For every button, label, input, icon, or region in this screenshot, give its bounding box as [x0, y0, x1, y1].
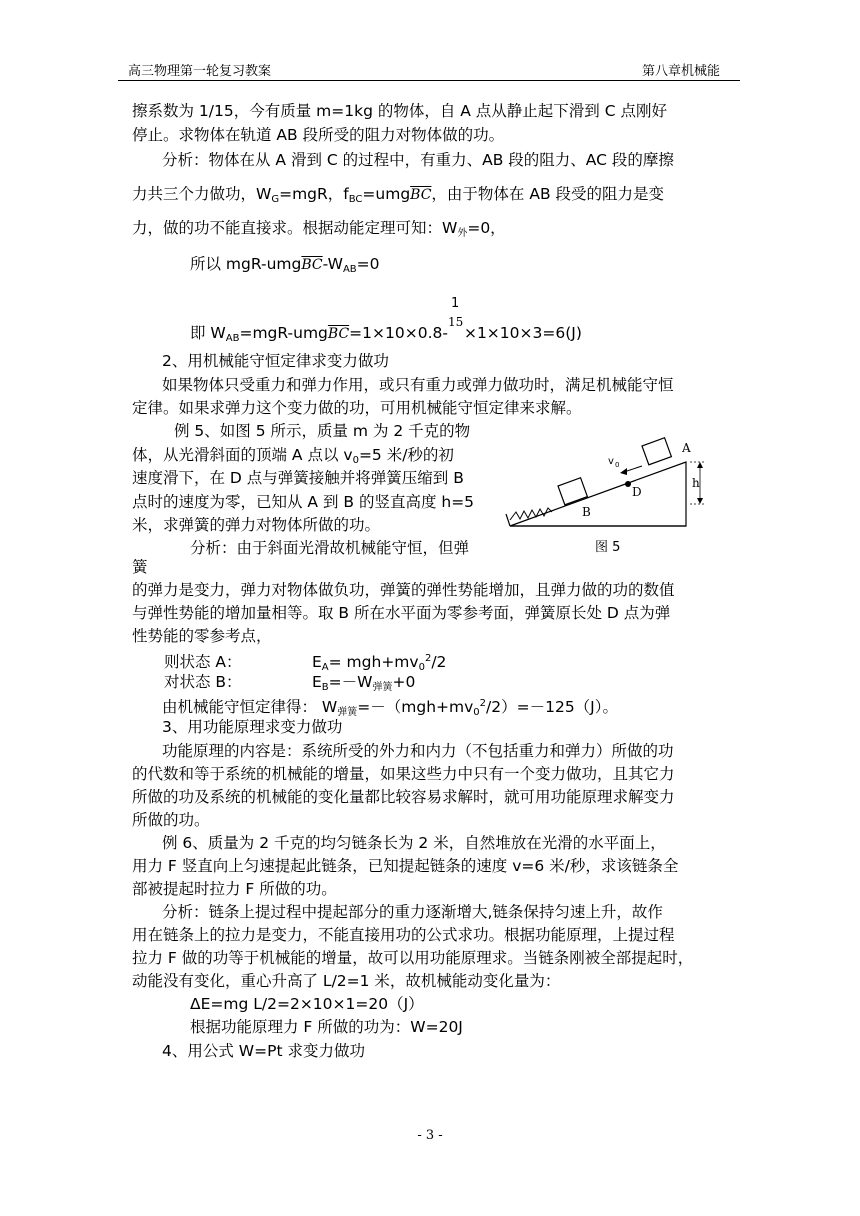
subscript: B — [321, 682, 329, 693]
fraction-numerator: 1 — [450, 296, 460, 311]
overline-segment: $\overline{BC}$ — [301, 257, 323, 273]
label-v: v — [608, 456, 614, 467]
subscript: A — [321, 662, 329, 673]
subscript: AB — [342, 264, 357, 275]
text-run: -W — [322, 255, 343, 273]
subscript: AB — [225, 333, 240, 344]
label-a: A — [682, 441, 691, 455]
text-line: 拉力 F 做的功等于机械能的增量，故可以用功能原理求。当链条刚被全部提起时， — [132, 949, 694, 967]
text-run: 力，做的功不能直接求。根据动能定理可知：W — [132, 219, 458, 237]
header-rule — [118, 80, 740, 81]
text-line: 米，求弹簧的弹力对物体所做的功。 — [132, 516, 381, 534]
header-right: 第八章机械能 — [642, 64, 721, 79]
subscript: 外 — [457, 228, 468, 239]
section-heading: 2、用机械能守恒定律求变力做功 — [162, 352, 389, 370]
text-line: 定律。如果求弹力这个变力做的功，可用机械能守恒定律来求解。 — [132, 399, 582, 417]
wall — [506, 514, 510, 526]
text-line: 分析：链条上提过程中提起部分的重力逐渐增大,链条保持匀速上升，故作 — [162, 903, 663, 921]
text-line: 所做的功及系统的机械能的变化量都比较容易求解时，就可用功能原理求解变力 — [132, 788, 675, 806]
text-run: 即 W — [190, 324, 226, 342]
text-run: /2 — [431, 653, 447, 671]
velocity-arrowhead — [620, 468, 627, 475]
text-line: 部被提起时拉力 F 所做的功。 — [132, 880, 337, 898]
label-h: h — [692, 476, 700, 490]
text-line: 动能没有变化，重心升高了 L/2=1 米，故机械能动变化量为： — [132, 972, 561, 990]
text-run: =5 米/秒的初 — [358, 446, 454, 464]
text-line: 与弹性势能的增加量相等。取 B 所在水平面为零参考面，弹簧原长处 D 点为弹 — [132, 604, 671, 622]
point-d — [625, 481, 631, 487]
text-run: E — [312, 653, 322, 671]
text-line: 例 6、质量为 2 千克的均匀链条长为 2 米，自然堆放在光滑的水平面上， — [162, 834, 666, 852]
text-run: =mgR，f — [279, 185, 349, 203]
text-run: ，由于物体在 AB 段受的阻力是变 — [431, 185, 665, 203]
section-heading: 3、用功能原理求变力做功 — [162, 718, 343, 736]
text-line: 例 5、如图 5 所示，质量 m 为 2 千克的物 — [174, 422, 471, 440]
overline-segment: $\overline{BC}$ — [410, 187, 432, 203]
figure-caption: 图 5 — [595, 540, 621, 555]
text-line: 用在链条上的拉力是变力，不能直接用功的公式求功。根据功能原理，上提过程 — [132, 926, 675, 944]
text-run: +0 — [392, 673, 416, 691]
text-line: 簧 — [132, 558, 148, 576]
label-b: B — [582, 505, 591, 519]
overline-segment: $\overline{BC}$ — [327, 326, 350, 342]
label-d: D — [632, 485, 642, 499]
equation-line: ΔE=mg L/2=2×10×1=20（J） — [190, 995, 424, 1013]
text-line: 所做的功。 — [132, 811, 210, 829]
text-run: 则状态 A： — [164, 653, 242, 671]
subscript: 弹簧 — [372, 682, 393, 693]
text-run: = mgh+mv — [328, 653, 419, 671]
incline-figure — [502, 420, 712, 560]
text-line: 分析：由于斜面光滑故机械能守恒，但弹 — [190, 539, 470, 557]
page-number: - 3 - — [417, 1128, 443, 1143]
equation-line — [190, 296, 582, 349]
text-run: 力共三个力做功，W — [132, 185, 272, 203]
block-a — [642, 438, 671, 465]
header-left: 高三物理第一轮复习教案 — [128, 64, 272, 79]
text-run: =－（mgh+mv — [357, 698, 474, 716]
text-run: /2）=－125（J）。 — [486, 698, 619, 716]
text-run: =0， — [467, 219, 506, 237]
text-run: ×1×10×3=6(J) — [463, 324, 582, 342]
text-line — [132, 218, 506, 244]
text-run: =1×10×0.8- — [349, 324, 448, 342]
text-run: =umg — [362, 185, 411, 203]
text-run: 所以 mgR-umg — [190, 255, 302, 273]
text-line: 擦系数为 1/15，今有质量 m=1kg 的物体，自 A 点从静止起下滑到 C 点刚好 — [132, 102, 667, 120]
superscript: 2 — [424, 653, 432, 664]
superscript: 2 — [479, 698, 487, 709]
text-line: 根据功能原理力 F 所做的功为：W=20J — [190, 1018, 463, 1036]
text-line: 点时的速度为零，已知从 A 到 B 的竖直高度 h=5 — [132, 493, 475, 511]
label-v-sub: 0 — [615, 461, 620, 469]
text-run: 对状态 B： — [164, 673, 242, 691]
height-arrowhead-bottom — [697, 498, 703, 504]
subscript: 弹簧 — [337, 707, 358, 718]
text-line: 性势能的零参考点， — [132, 627, 272, 645]
text-line: 功能原理的内容是：系统所受的外力和内力（不包括重力和弹力）所做的功 — [162, 742, 674, 760]
subscript: 0 — [352, 455, 359, 466]
subscript: BC — [348, 194, 363, 205]
height-arrowhead-top — [697, 462, 703, 468]
subscript: G — [271, 194, 280, 205]
text-line: 用力 F 竖直向上匀速提起此链条，已知提起链条的速度 v=6 米/秒，求该链条全 — [132, 857, 679, 875]
subscript: 0 — [473, 707, 480, 718]
text-line: 速度滑下，在 D 点与弹簧接触并将弹簧压缩到 B — [132, 469, 464, 487]
text-run: =0 — [356, 255, 380, 273]
block-b — [558, 478, 587, 505]
text-line: 停止。求物体在轨道 AB 段所受的阻力对物体做的功。 — [132, 126, 505, 144]
text-run: 由机械能守恒定律得： W — [162, 698, 338, 716]
text-run: =－W — [328, 673, 373, 691]
text-run: 体，从光滑斜面的顶端 A 点以 v — [132, 446, 353, 464]
section-heading: 4、用公式 W=Pt 求变力做功 — [162, 1042, 365, 1060]
text-run: E — [312, 673, 322, 691]
text-line: 如果物体只受重力和弹力作用，或只有重力或弹力做功时，满足机械能守恒 — [162, 376, 674, 394]
fraction — [447, 296, 464, 338]
subscript: 0 — [418, 662, 425, 673]
text-line: 的代数和等于系统的机械能的增量，如果这些力中只有一个变力做功，且其它力 — [132, 765, 675, 783]
text-run: =mgR-umg — [239, 324, 328, 342]
text-line: 分析：物体在从 A 滑到 C 的过程中，有重力、AB 段的阻力、AC 段的摩擦 — [162, 151, 674, 169]
text-line — [132, 184, 664, 210]
text-line: 的弹力是变力，弹力对物体做负功，弹簧的弹性势能增加，且弹力做的功的数值 — [132, 581, 675, 599]
equation-line — [190, 254, 380, 280]
fraction-denominator: 15 — [447, 315, 464, 329]
